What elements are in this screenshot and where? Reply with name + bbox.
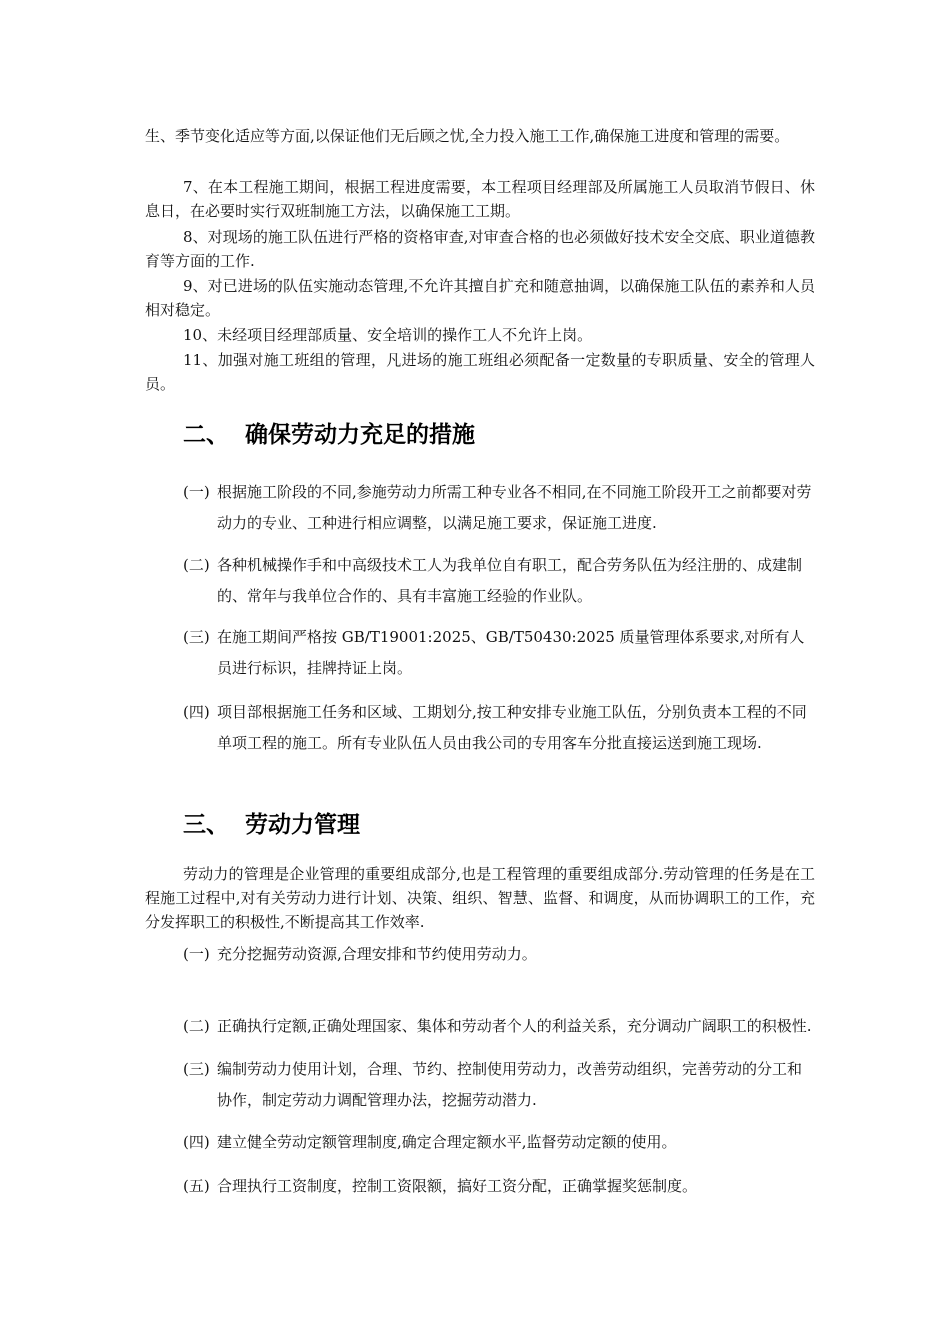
section-2-item-1 xyxy=(183,477,813,539)
section-2-item-2 xyxy=(183,550,813,612)
section-2-item-3 xyxy=(183,622,813,684)
section-3-item-1 xyxy=(183,939,813,970)
section-3-item-3 xyxy=(183,1054,813,1116)
section-3-intro: 劳动力的管理是企业管理的重要组成部分,也是工程管理的重要组成部分.劳动管理的任务是在工程施工过程中,对有关劳动力进行计划、决策、组织、智慧、监督、和调度，从而协调职工的工作，充分发挥职工的积极性,不断提高其工作效率. xyxy=(145,865,815,931)
paragraph-item-11: 11、加强对施工班组的管理，凡进场的施工班组必须配备一定数量的专职质量、安全的管理人员。 xyxy=(145,351,815,393)
item-text: 项目部根据施工任务和区域、工期划分,按工种安排专业施工队伍，分别负责本工程的不同单项工程的施工。所有专业队伍人员由我公司的专用客车分批直接运送到施工现场. xyxy=(217,703,807,752)
item-marker: (四) xyxy=(183,703,210,721)
item-marker: (二) xyxy=(183,1017,210,1035)
section-3-number: 三、 xyxy=(183,812,229,838)
section-2-item-4 xyxy=(183,697,813,759)
item-text: 正确执行定额,正确处理国家、集体和劳动者个人的利益关系，充分调动广阔职工的积极性. xyxy=(217,1017,812,1035)
item-marker: (一) xyxy=(183,945,210,963)
item-text: 充分挖掘劳动资源,合理安排和节约使用劳动力。 xyxy=(217,945,537,963)
paragraph-item-7: 7、在本工程施工期间，根据工程进度需要，本工程项目经理部及所属施工人员取消节假日、休息日，在必要时实行双班制施工方法，以确保施工工期。 xyxy=(145,178,815,220)
paragraph-item-9: 9、对已进场的队伍实施动态管理,不允许其擅自扩充和随意抽调，以确保施工队伍的素养和人员相对稳定。 xyxy=(145,277,815,319)
item-text: 合理执行工资制度，控制工资限额，搞好工资分配，正确掌握奖惩制度。 xyxy=(217,1177,698,1195)
item-text: 根据施工阶段的不同,参施劳动力所需工种专业各不相同,在不同施工阶段开工之前都要对劳动力的专业、工种进行相应调整，以满足施工要求，保证施工进度. xyxy=(217,483,812,532)
section-2-number: 二、 xyxy=(183,422,229,448)
section-3-item-5 xyxy=(183,1171,813,1202)
section-3-heading xyxy=(183,810,360,840)
section-3-title: 劳动力管理 xyxy=(245,812,360,838)
item-marker: (二) xyxy=(183,556,210,574)
paragraph-item-10: 10、未经项目经理部质量、安全培训的操作工人不允许上岗。 xyxy=(183,326,593,344)
section-3-item-4 xyxy=(183,1127,813,1158)
item-marker: (五) xyxy=(183,1177,210,1195)
item-text: 建立健全劳动定额管理制度,确定合理定额水平,监督劳动定额的使用。 xyxy=(217,1133,677,1151)
section-3-item-2 xyxy=(183,1011,813,1042)
item-marker: (四) xyxy=(183,1133,210,1151)
item-marker: (一) xyxy=(183,483,210,501)
paragraph-item-8: 8、对现场的施工队伍进行严格的资格审查,对审查合格的也必须做好技术安全交底、职业道德教育等方面的工作. xyxy=(145,228,815,270)
paragraph-continuation: 生、季节变化适应等方面,以保证他们无后顾之忧,全力投入施工工作,确保施工进度和管理的需要。 xyxy=(145,127,790,145)
item-text: 编制劳动力使用计划，合理、节约、控制使用劳动力，改善劳动组织，完善劳动的分工和协作，制定劳动力调配管理办法，挖掘劳动潜力. xyxy=(217,1060,803,1109)
item-marker: (三) xyxy=(183,628,210,646)
item-text: 各种机械操作手和中高级技术工人为我单位自有职工，配合劳务队伍为经注册的、成建制的、常年与我单位合作的、具有丰富施工经验的作业队。 xyxy=(217,556,803,605)
item-text: 在施工期间严格按 GB/T19001:2025、GB/T50430:2025 质量管理体系要求,对所有人员进行标识，挂牌持证上岗。 xyxy=(217,628,805,677)
section-2-heading xyxy=(183,420,475,450)
item-marker: (三) xyxy=(183,1060,210,1078)
section-2-title: 确保劳动力充足的措施 xyxy=(245,422,475,448)
